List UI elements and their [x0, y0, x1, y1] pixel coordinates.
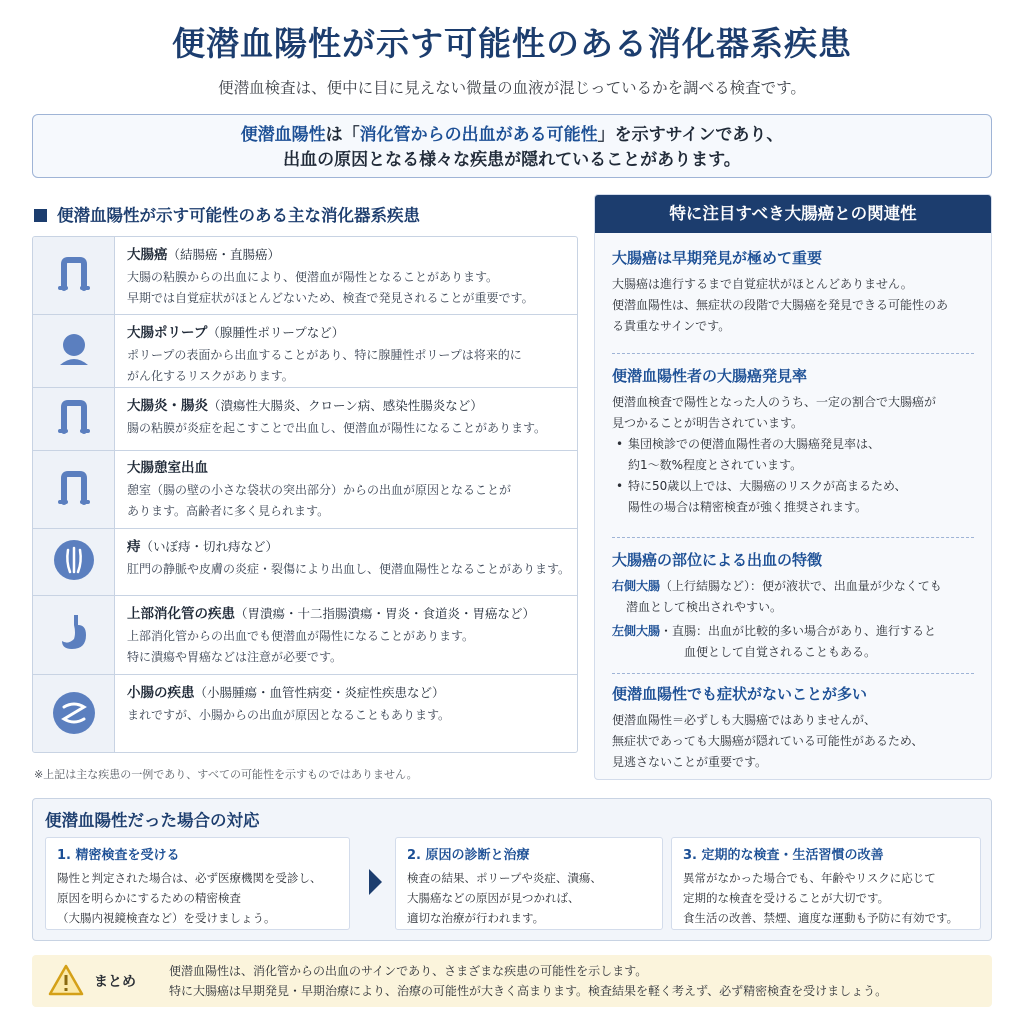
page-subtitle: 便潜血検査は、便中に目に見えない微量の血液が混じっているかを調べる検査です。	[218, 79, 806, 97]
stomach-icon	[52, 611, 96, 659]
disease-row: 大腸憩室出血 憩室（腸の壁の小さな袋状の突出部分）からの出血が原因となることが あります。高齢者に多く見られます。	[33, 451, 577, 529]
diseases-table	[32, 236, 578, 753]
step-card-3: 3. 定期的な検査・生活習慣の改善 異常がなかった場合でも、年齢やリスクに応じて 定期的な検査を受けることが大切です。 食生活の改善、禁煙、適度な運動も予防に有効です。	[671, 837, 981, 930]
arrow-right-icon	[369, 869, 382, 895]
bullet-item: • 特に50歳以上では、大腸癌のリスクが高まるため、 陽性の場合は精密検査が強く推奨されます。	[612, 476, 974, 518]
step-card-2: 2. 原因の診断と治療 検査の結果、ポリープや炎症、潰瘍、 大腸癌などの原因が見つかれば、 適切な治療が行われます。	[395, 837, 663, 930]
disease-row: 上部消化管の疾患（胃潰瘍・十二指腸潰瘍・胃炎・食道炎・胃癌など） 上部消化管からの出血でも便潜血が陽性になることがあります。 特に潰瘍や胃癌などは注意が必要です。	[33, 596, 577, 675]
summary-label: まとめ	[94, 974, 136, 990]
banner-line-2: 出血の原因となる様々な疾患が隠れていることがあります。	[283, 150, 741, 170]
colon-icon	[52, 466, 96, 514]
footnote: ※上記は主な疾患の一例であり、すべての可能性を示すものではありません。	[34, 768, 418, 781]
response-title: 便潜血陽性だった場合の対応	[45, 811, 260, 830]
disease-row: 大腸癌（結腸癌・直腸癌） 大腸の粘膜からの出血により、便潜血が陽性となることがあります。 早期では自覚症状がほとんどないため、検査で発見されることが重要です。	[33, 237, 577, 315]
bullet-item: • 集団検診での便潜血陽性者の大腸癌発見率は、 約1〜数%程度とされています。	[612, 434, 974, 476]
page-title: 便潜血陽性が示す可能性のある消化器系疾患	[172, 24, 852, 63]
panel-section-detection-rate: 便潜血陽性者の大腸癌発見率 便潜血検査で陽性となった人のうち、一定の割合で大腸癌が 見つかることが明告されています。 • 集団検診での便潜血陽性者の大腸癌発見率は、 約1〜数%程度とされています。 • 特に50歳以上では、大腸癌のリスクが高まるため、 陽性の場合は精密検査が強く推奨されます。	[612, 365, 974, 518]
disease-row: 小腸の疾患（小腸腫瘍・血管性病変・炎症性疾患など） まれですが、小腸からの出血が原因となることもあります。	[33, 675, 577, 753]
summary-text: 便潜血陽性は、消化管からの出血のサインであり、さまざまな疾患の可能性を示します。 特に大腸癌は早期発見・早期治療により、治療の可能性が大きく高まります。検査結果を軽く考えず、必ず精密検査を受けましょう。	[169, 964, 888, 998]
colorectal-cancer-panel	[594, 194, 992, 780]
panel-section-location: 大腸癌の部位による出血の特徴 右側大腸（上行結腸など）：便が液状で、出血量が少なくても 潜血として検出されやすい。 左側大腸・直腸：出血が比較的多い場合があり、進行すると 血便として自覚されることもある。	[612, 551, 942, 659]
banner-line-1: 便潜血陽性は「消化管からの出血がある可能性」を示すサインであり、	[240, 125, 784, 145]
diseases-section-title: 便潜血陽性が示す可能性のある主な消化器系疾患	[34, 202, 420, 226]
hemorrhoid-icon	[52, 538, 96, 586]
colon-icon	[52, 395, 96, 443]
disease-row: 大腸炎・腸炎（潰瘍性大腸炎、クローン病、感染性腸炎など） 腸の粘膜が炎症を起こすことで出血し、便潜血が陽性になることがあります。	[33, 388, 577, 451]
key-message-banner	[32, 114, 992, 178]
polyp-icon	[52, 327, 96, 375]
divider	[612, 673, 974, 674]
step-card-1: 1. 精密検査を受ける 陽性と判定された場合は、必ず医療機関を受診し、 原因を明らかにするための精密検査 （大腸内視鏡検査など）を受けましょう。	[45, 837, 350, 930]
divider	[612, 537, 974, 538]
panel-section-asymptomatic: 便潜血陽性でも症状がないことが多い 便潜血陽性＝必ずしも大腸癌ではありませんが、 無症状であっても大腸癌が隠れている可能性があるため、 見逃さないことが重要です。	[612, 685, 924, 769]
panel-header: 特に注目すべき大腸癌との関連性	[595, 195, 991, 233]
panel-section-early-detection: 大腸癌は早期発見が極めて重要 大腸癌は進行するまで自覚症状がほとんどありません。 便潜血陽性は、無症状の段階で大腸癌を発見できる可能性のあ る貴重なサインです。	[612, 249, 949, 333]
summary-box	[32, 955, 992, 1007]
divider	[612, 353, 974, 354]
disease-row: 大腸ポリープ（腺腫性ポリープなど） ポリープの表面から出血することがあり、特に腺腫性ポリープは将来的に がん化するリスクがあります。	[33, 315, 577, 388]
disease-row: 痔（いぼ痔・切れ痔など） 肛門の静脈や皮膚の炎症・裂傷により出血し、便潜血陽性となることがあります。	[33, 529, 577, 596]
warning-icon	[48, 963, 84, 1001]
square-bullet-icon	[34, 209, 47, 222]
small-intestine-icon	[51, 690, 97, 740]
response-section	[32, 798, 992, 941]
colon-icon	[52, 252, 96, 300]
